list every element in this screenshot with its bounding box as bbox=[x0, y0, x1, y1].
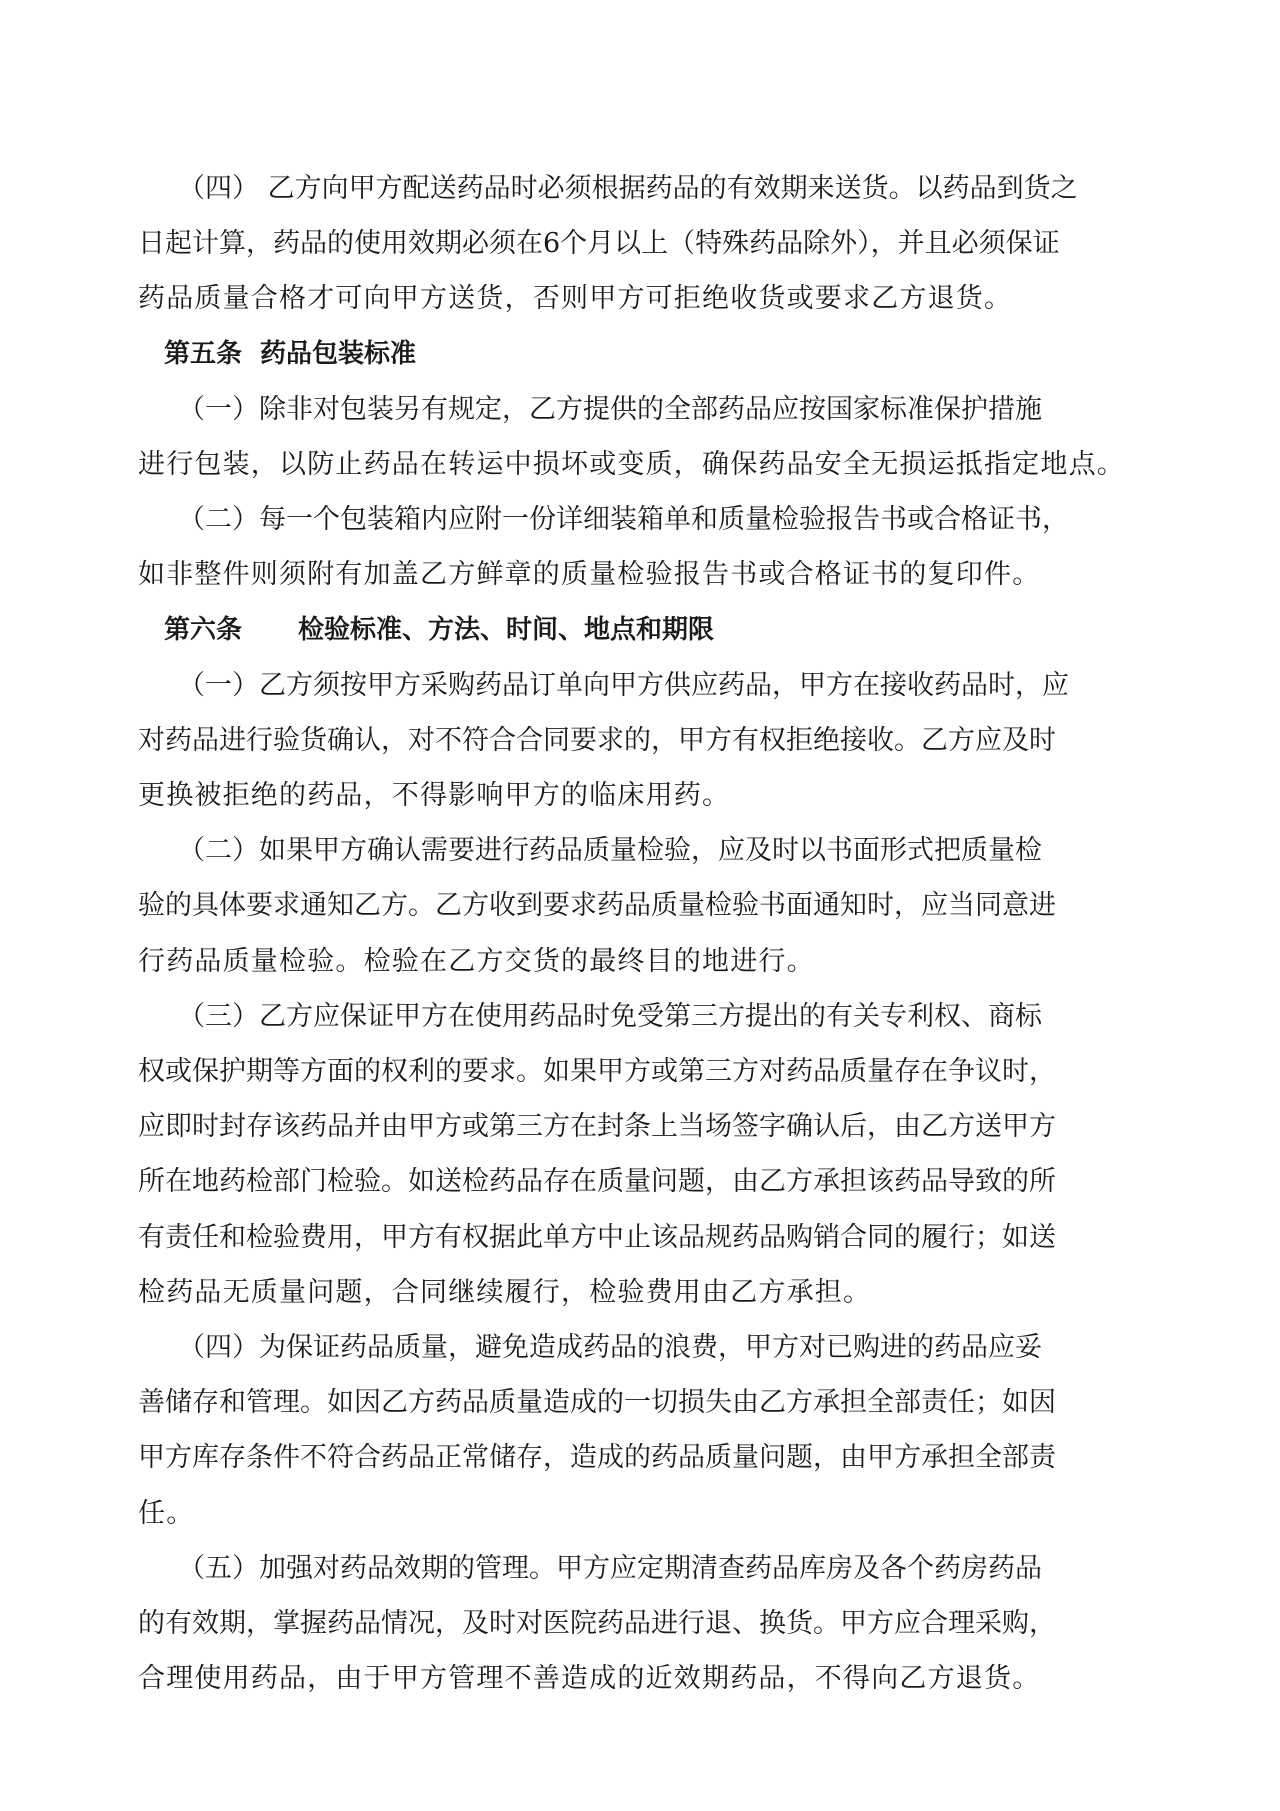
paragraph-line: 检药品无质量问题，合同继续履行，检验费用由乙方承担。 bbox=[138, 1276, 872, 1308]
article-label: 第五条 bbox=[164, 338, 243, 369]
article-5-heading bbox=[138, 327, 1138, 382]
paragraph-line: （一）乙方须按甲方采购药品订单向甲方供应药品，甲方在接收药品时，应 bbox=[178, 669, 1069, 701]
paragraph-line: 日起计算，药品的使用效期必须在6个月以上（特殊药品除外），并且必须保证 bbox=[138, 228, 1060, 260]
paragraph-packaging-1 bbox=[138, 382, 1138, 492]
paragraph-inspection-3 bbox=[138, 989, 1138, 1320]
paragraph-line: （四）为保证药品质量，避免造成药品的浪费，甲方对已购进的药品应妥 bbox=[178, 1331, 1042, 1363]
paragraph-line: （四） 乙方向甲方配送药品时必须根据药品的有效期来送货。以药品到货之 bbox=[178, 173, 1078, 204]
paragraph-line: 合理使用药品，由于甲方管理不善造成的近效期药品，不得向乙方退货。 bbox=[138, 1663, 1041, 1695]
paragraph-line: 对药品进行验货确认，对不符合合同要求的，甲方有权拒绝接收。乙方应及时 bbox=[138, 724, 1056, 756]
paragraph-line: 如非整件则须附有加盖乙方鲜章的质量检验报告书或合格证书的复印件。 bbox=[138, 559, 1041, 591]
paragraph-inspection-4 bbox=[138, 1320, 1138, 1541]
paragraph-line: （五）加强对药品效期的管理。甲方应定期清查药品库房及各个药房药品 bbox=[178, 1552, 1042, 1584]
paragraph-line: （二）如果甲方确认需要进行药品质量检验，应及时以书面形式把质量检 bbox=[178, 835, 1042, 867]
paragraph-line: 善储存和管理。如因乙方药品质量造成的一切损失由乙方承担全部责任；如因 bbox=[138, 1387, 1056, 1419]
paragraph-packaging-2 bbox=[138, 492, 1138, 602]
paragraph-inspection-1 bbox=[138, 658, 1138, 824]
article-title: 检验标准、方法、时间、地点和期限 bbox=[298, 614, 715, 645]
paragraph-inspection-2 bbox=[138, 823, 1138, 989]
paragraph-line: 更换被拒绝的药品，不得影响甲方的临床用药。 bbox=[138, 780, 731, 812]
paragraph-line: 应即时封存该药品并由甲方或第三方在封条上当场签字确认后，由乙方送甲方 bbox=[138, 1111, 1056, 1143]
paragraph-line: 所在地药检部门检验。如送检药品存在质量问题，由乙方承担该药品导致的所 bbox=[138, 1166, 1056, 1198]
paragraph-line: 验的具体要求通知乙方。乙方收到要求药品质量检验书面通知时，应当同意进 bbox=[138, 890, 1056, 922]
paragraph-line: 进行包装，以防止药品在转运中损坏或变质，确保药品安全无损运抵指定地点。 bbox=[138, 448, 1125, 480]
article-label: 第六条 bbox=[164, 614, 243, 645]
paragraph-line: 权或保护期等方面的权利的要求。如果甲方或第三方对药品质量存在争议时， bbox=[138, 1056, 1056, 1087]
paragraph-inspection-5 bbox=[138, 1541, 1138, 1707]
article-6-heading bbox=[138, 603, 1138, 658]
paragraph-line: （一）除非对包装另有规定，乙方提供的全部药品应按国家标准保护措施 bbox=[178, 393, 1042, 425]
paragraph-line: 有责任和检验费用，甲方有权据此单方中止该品规药品购销合同的履行；如送 bbox=[138, 1221, 1056, 1253]
contract-text bbox=[138, 161, 1138, 1706]
paragraph-line: （二）每一个包装箱内应附一份详细装箱单和质量检验报告书或合格证书， bbox=[178, 504, 1069, 536]
article-title: 药品包装标准 bbox=[260, 338, 417, 369]
paragraph-line: 药品质量合格才可向甲方送货，否则甲方可拒绝收货或要求乙方退货。 bbox=[138, 283, 1013, 315]
paragraph-line: 甲方库存条件不符合药品正常储存，造成的药品质量问题，由甲方承担全部责 bbox=[138, 1442, 1056, 1474]
paragraph-line: 行药品质量检验。检验在乙方交货的最终目的地进行。 bbox=[138, 945, 815, 977]
paragraph-line: 任。 bbox=[138, 1497, 195, 1529]
paragraph-4-delivery-validity bbox=[138, 161, 1138, 327]
paragraph-line: 的有效期，掌握药品情况，及时对医院药品进行退、换货。甲方应合理采购， bbox=[138, 1607, 1056, 1639]
paragraph-line: （三）乙方应保证甲方在使用药品时免受第三方提出的有关专利权、商标 bbox=[178, 1000, 1042, 1032]
